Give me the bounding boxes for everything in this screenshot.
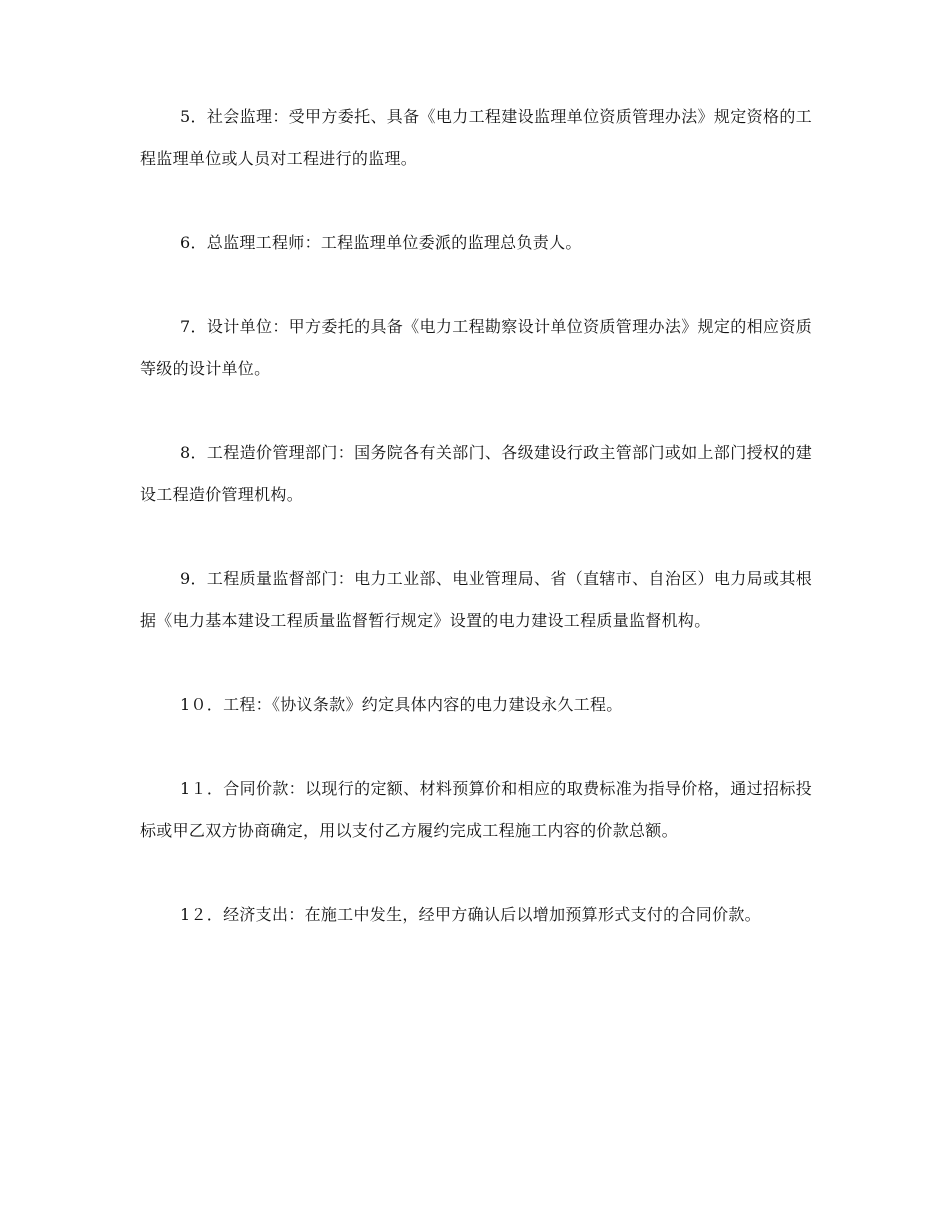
paragraph-chief-supervisor: 6．总监理工程师：工程监理单位委派的监理总负责人。 [180, 233, 582, 252]
paragraph-quality-supervision: 9．工程质量监督部门：电力工业部、电业管理局、省（直辖市、自治区）电力局或其根据《电力基本建设工程质量监督暂行规定》设置的电力建设工程质量监督机构。 [140, 569, 812, 630]
paragraph-project: 1０．工程：《协议条款》约定具体内容的电力建设永久工程。 [180, 695, 623, 714]
document-body [140, 96, 812, 936]
paragraph-gap [140, 264, 812, 306]
paragraph-cost-management: 8．工程造价管理部门：国务院各有关部门、各级建设行政主管部门或如上部门授权的建设工程造价管理机构。 [140, 443, 812, 504]
paragraph-economic-expenditure: 1２．经济支出：在施工中发生，经甲方确认后以增加预算形式支付的合同价款。 [180, 905, 761, 924]
paragraph-social-supervision: 5．社会监理：受甲方委托、具备《电力工程建设监理单位资质管理办法》规定资格的工程监理单位或人员对工程进行的监理。 [140, 107, 812, 168]
paragraph-gap [140, 390, 812, 432]
paragraph-gap [140, 726, 812, 768]
paragraph-gap [140, 516, 812, 558]
paragraph-gap [140, 852, 812, 894]
paragraph-contract-price: 1１．合同价款：以现行的定额、材料预算价和相应的取费标准为指导价格，通过招标投标或甲乙双方协商确定，用以支付乙方履约完成工程施工内容的价款总额。 [140, 779, 812, 840]
paragraph-gap [140, 180, 812, 222]
paragraph-gap [140, 642, 812, 684]
paragraph-design-unit: 7．设计单位：甲方委托的具备《电力工程勘察设计单位资质管理办法》规定的相应资质等级的设计单位。 [140, 317, 812, 378]
